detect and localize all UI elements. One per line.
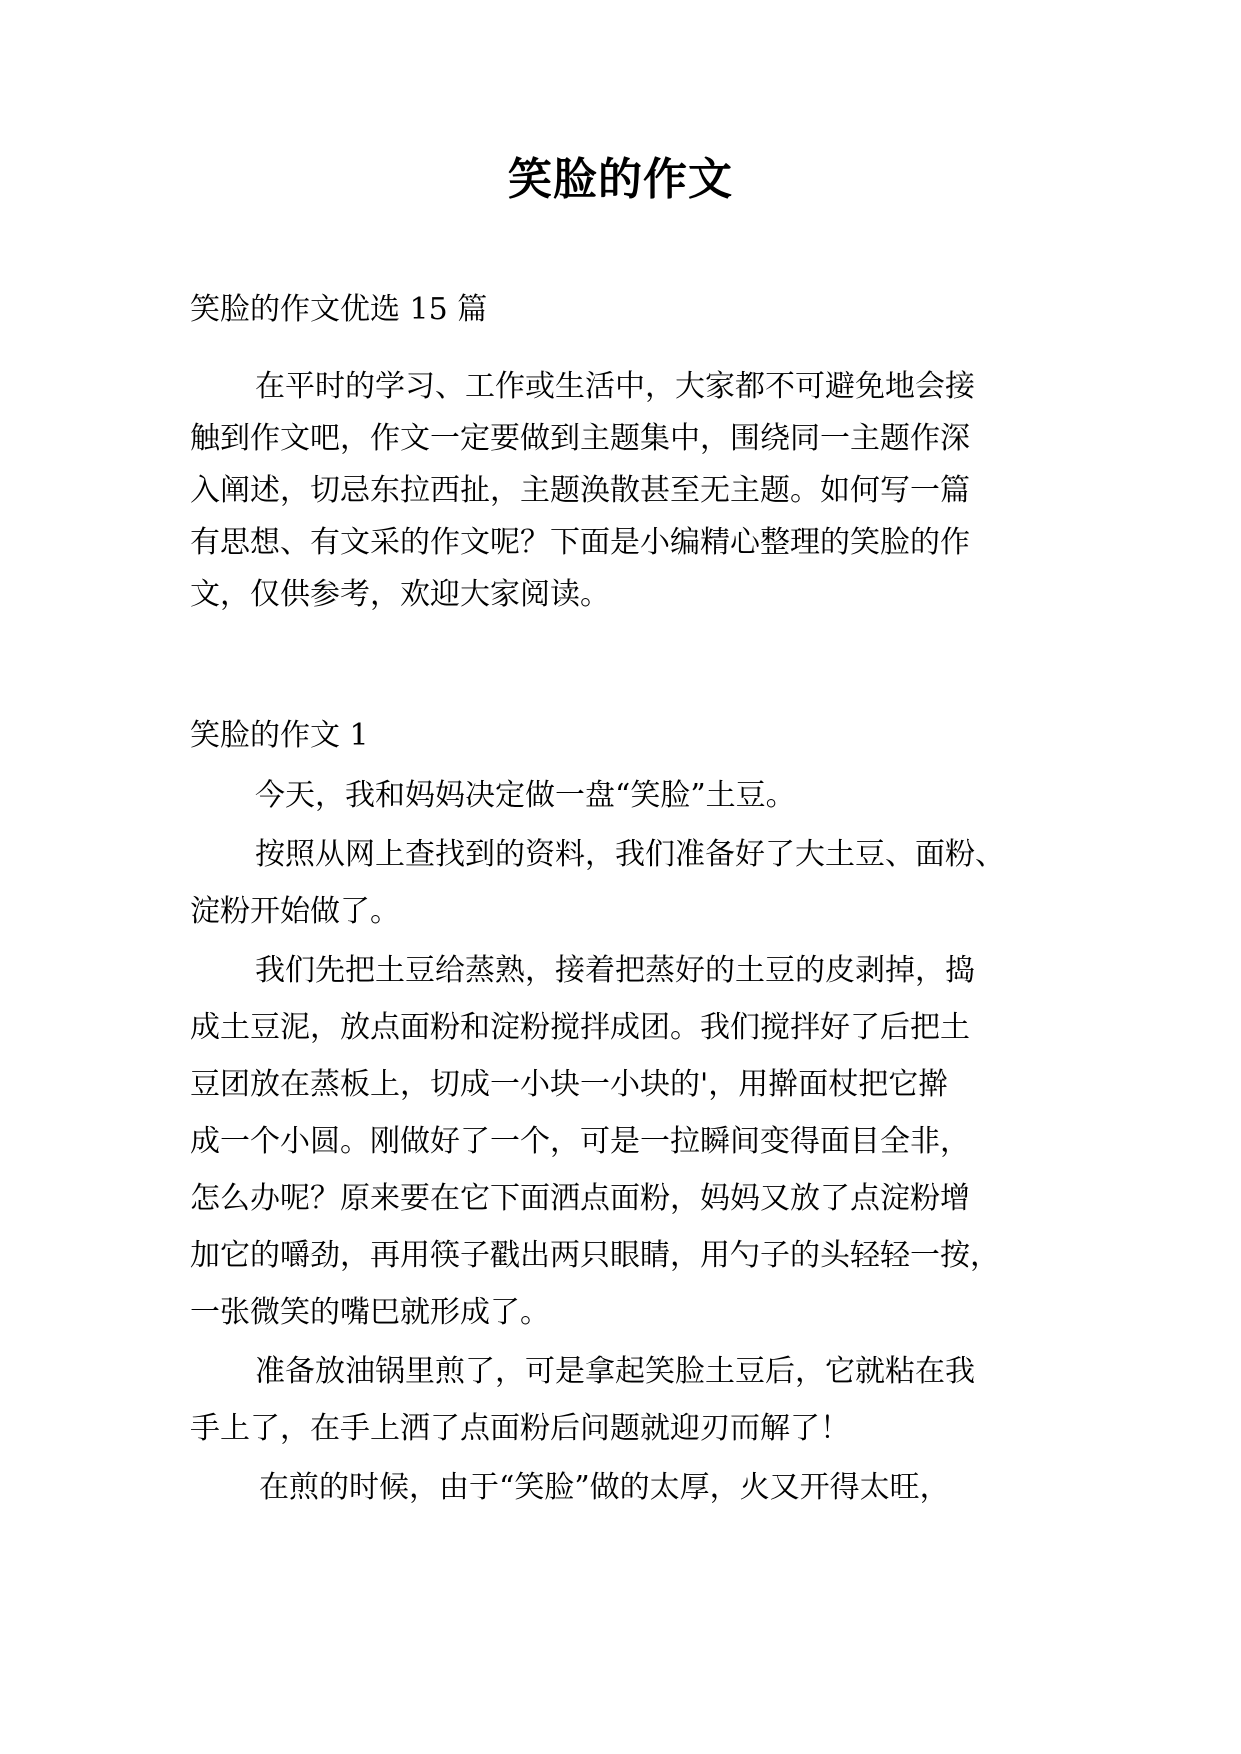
section-line: 手上了，在手上洒了点面粉后问题就迎刃而解了！: [190, 1411, 850, 1446]
section-line: 成一个小圆。刚做好了一个，可是一拉瞬间变得面目全非，: [190, 1124, 970, 1159]
intro-line: 触到作文吧，作文一定要做到主题集中，围绕同一主题作深: [190, 421, 970, 456]
section-heading-text: 笑脸的作文 1: [190, 718, 369, 753]
intro-paragraph: [190, 367, 1060, 615]
section-line: 成土豆泥，放点面粉和淀粉搅拌成团。我们搅拌好了后把土: [190, 1010, 970, 1045]
intro-line: 文，仅供参考，欢迎大家阅读。: [190, 577, 610, 612]
section-line: 淀粉开始做了。: [190, 894, 400, 929]
section-line: 在煎的时候，由于“笑脸”做的太厚，火又开得太旺，: [259, 1470, 950, 1505]
section-line: 加它的嚼劲，再用筷子戳出两只眼睛，用勺子的头轻轻一按，: [190, 1238, 1000, 1273]
section-line: 豆团放在蒸板上，切成一小块一小块的'，用擀面杖把它擀: [190, 1067, 949, 1102]
section-line: 我们先把土豆给蒸熟，接着把蒸好的土豆的皮剥掉，捣: [255, 953, 975, 988]
section-body: [190, 776, 1060, 1508]
intro-line: 在平时的学习、工作或生活中，大家都不可避免地会接: [255, 369, 975, 404]
section-line: 一张微笑的嘴巴就形成了。: [190, 1295, 550, 1330]
document-subtitle: 笑脸的作文优选 15 篇: [190, 292, 488, 327]
section-line: 怎么办呢？原来要在它下面洒点面粉，妈妈又放了点淀粉增: [190, 1181, 970, 1216]
section-line: 准备放油锅里煎了，可是拿起笑脸土豆后，它就粘在我: [255, 1354, 975, 1389]
document-title: 笑脸的作文: [508, 154, 733, 205]
section-line: 按照从网上查找到的资料，我们准备好了大土豆、面粉、: [255, 837, 1005, 872]
section-line: 今天，我和妈妈决定做一盘“笑脸”土豆。: [255, 778, 796, 813]
intro-line: 入阐述，切忌东拉西扯，主题涣散甚至无主题。如何写一篇: [190, 473, 970, 508]
intro-line: 有思想、有文采的作文呢？下面是小编精心整理的笑脸的作: [190, 525, 970, 560]
section-heading: [190, 716, 1060, 756]
